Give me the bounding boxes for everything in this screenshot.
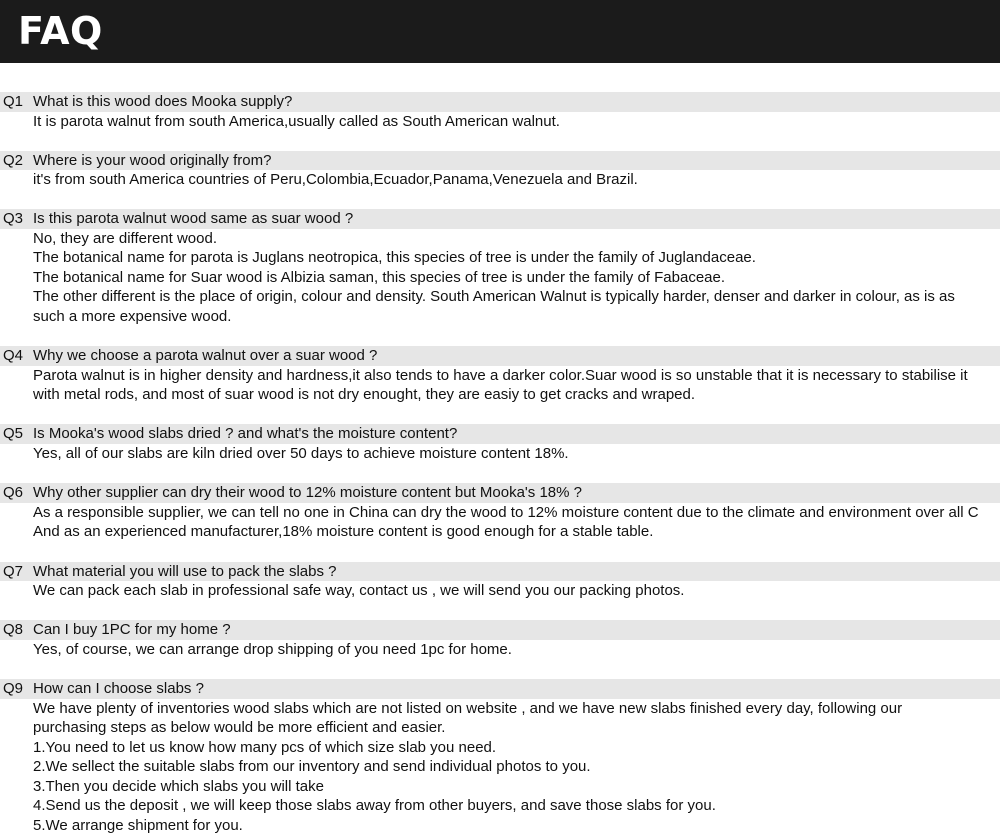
question-text: What is this wood does Mooka supply? bbox=[33, 93, 293, 110]
question-text: Why other supplier can dry their wood to 12% moisture content but Mooka's 18% ? bbox=[33, 484, 582, 501]
question-row bbox=[0, 346, 1000, 366]
question-row bbox=[0, 620, 1000, 640]
answer-line: No, they are different wood. bbox=[33, 229, 217, 247]
question-text: What material you will use to pack the slabs ? bbox=[33, 562, 337, 580]
answer-line: purchasing steps as below would be more efficient and easier. bbox=[33, 719, 446, 736]
answer-line: As a responsible supplier, we can tell no one in China can dry the wood to 12% moisture content due to the climate and environment over all C bbox=[33, 503, 979, 521]
question-text: Can I buy 1PC for my home ? bbox=[33, 621, 231, 638]
answer-line: And as an experienced manufacturer,18% moisture content is good enough for a stable table. bbox=[33, 523, 654, 540]
faq-item-q2 bbox=[0, 151, 1000, 190]
question-row bbox=[0, 424, 1000, 444]
faq-item-q5 bbox=[0, 424, 1000, 463]
answer-line: The botanical name for Suar wood is Albizia saman, this species of tree is under the family of Fabaceae. bbox=[33, 268, 726, 286]
question-number: Q1 bbox=[3, 93, 24, 110]
answer-line: 3.Then you decide which slabs you will take bbox=[33, 777, 324, 795]
question-row bbox=[0, 679, 1000, 699]
answer-line: We have plenty of inventories wood slabs which are not listed on website , and we have new slabs finished every day, following our bbox=[33, 699, 903, 717]
question-row bbox=[0, 92, 1000, 112]
question-number: Q4 bbox=[3, 347, 24, 364]
question-number: Q7 bbox=[3, 562, 24, 580]
answer-line: such a more expensive wood. bbox=[33, 307, 232, 325]
question-row bbox=[0, 562, 1000, 582]
question-number: Q5 bbox=[3, 425, 24, 442]
answer-line: 1.You need to let us know how many pcs of which size slab you need. bbox=[33, 738, 497, 756]
faq-item-q7 bbox=[0, 562, 1000, 601]
faq-item-q3 bbox=[0, 209, 1000, 326]
faq-item-q8 bbox=[0, 620, 1000, 659]
answer-line: Yes, of course, we can arrange drop shipping of you need 1pc for home. bbox=[33, 640, 512, 658]
question-text: Is Mooka's wood slabs dried ? and what's the moisture content? bbox=[33, 425, 458, 442]
answer-line: with metal rods, and most of suar wood is not dry enought, they are easiy to get cracks and wraped. bbox=[33, 386, 696, 403]
question-text: Why we choose a parota walnut over a suar wood ? bbox=[33, 347, 378, 364]
faq-item-q4 bbox=[0, 346, 1000, 405]
answer-line: Parota walnut is in higher density and hardness,it also tends to have a darker color.Suar wood is so unstable that it is necessary to stabilise it bbox=[33, 366, 968, 384]
answer-line: 2.We sellect the suitable slabs from our inventory and send individual photos to you. bbox=[33, 758, 591, 775]
question-text: Where is your wood originally from? bbox=[33, 151, 272, 169]
faq-item-q6 bbox=[0, 483, 1000, 542]
answer-line: It is parota walnut from south America,usually called as South American walnut. bbox=[33, 112, 560, 130]
question-number: Q6 bbox=[3, 484, 24, 501]
answer-line: Yes, all of our slabs are kiln dried over 50 days to achieve moisture content 18%. bbox=[33, 444, 569, 462]
answer-line: 4.Send us the deposit , we will keep those slabs away from other buyers, and save those slabs for you. bbox=[33, 797, 716, 814]
question-text: How can I choose slabs ? bbox=[33, 680, 204, 697]
header-bar bbox=[0, 0, 1000, 63]
answer-line: it's from south America countries of Peru,Colombia,Ecuador,Panama,Venezuela and Brazil. bbox=[33, 171, 638, 188]
question-number: Q8 bbox=[3, 621, 24, 638]
question-number: Q3 bbox=[3, 210, 24, 227]
answer-line: We can pack each slab in professional safe way, contact us , we will send you our packing photos. bbox=[33, 582, 685, 599]
answer-line: The botanical name for parota is Juglans neotropica, this species of tree is under the family of Juglandaceae. bbox=[33, 249, 756, 266]
question-row bbox=[0, 209, 1000, 229]
faq-item-q1 bbox=[0, 92, 1000, 131]
answer-line: 5.We arrange shipment for you. bbox=[33, 816, 243, 834]
question-number: Q9 bbox=[3, 680, 24, 697]
answer-line: The other different is the place of origin, colour and density. South American Walnut is typically harder, denser and darker in colour, as is as bbox=[33, 288, 955, 305]
question-row bbox=[0, 151, 1000, 171]
question-text: Is this parota walnut wood same as suar wood ? bbox=[33, 210, 354, 227]
faq-item-q9 bbox=[0, 679, 1000, 835]
question-number: Q2 bbox=[3, 151, 24, 169]
question-row bbox=[0, 483, 1000, 503]
page-title: FAQ bbox=[18, 9, 103, 53]
